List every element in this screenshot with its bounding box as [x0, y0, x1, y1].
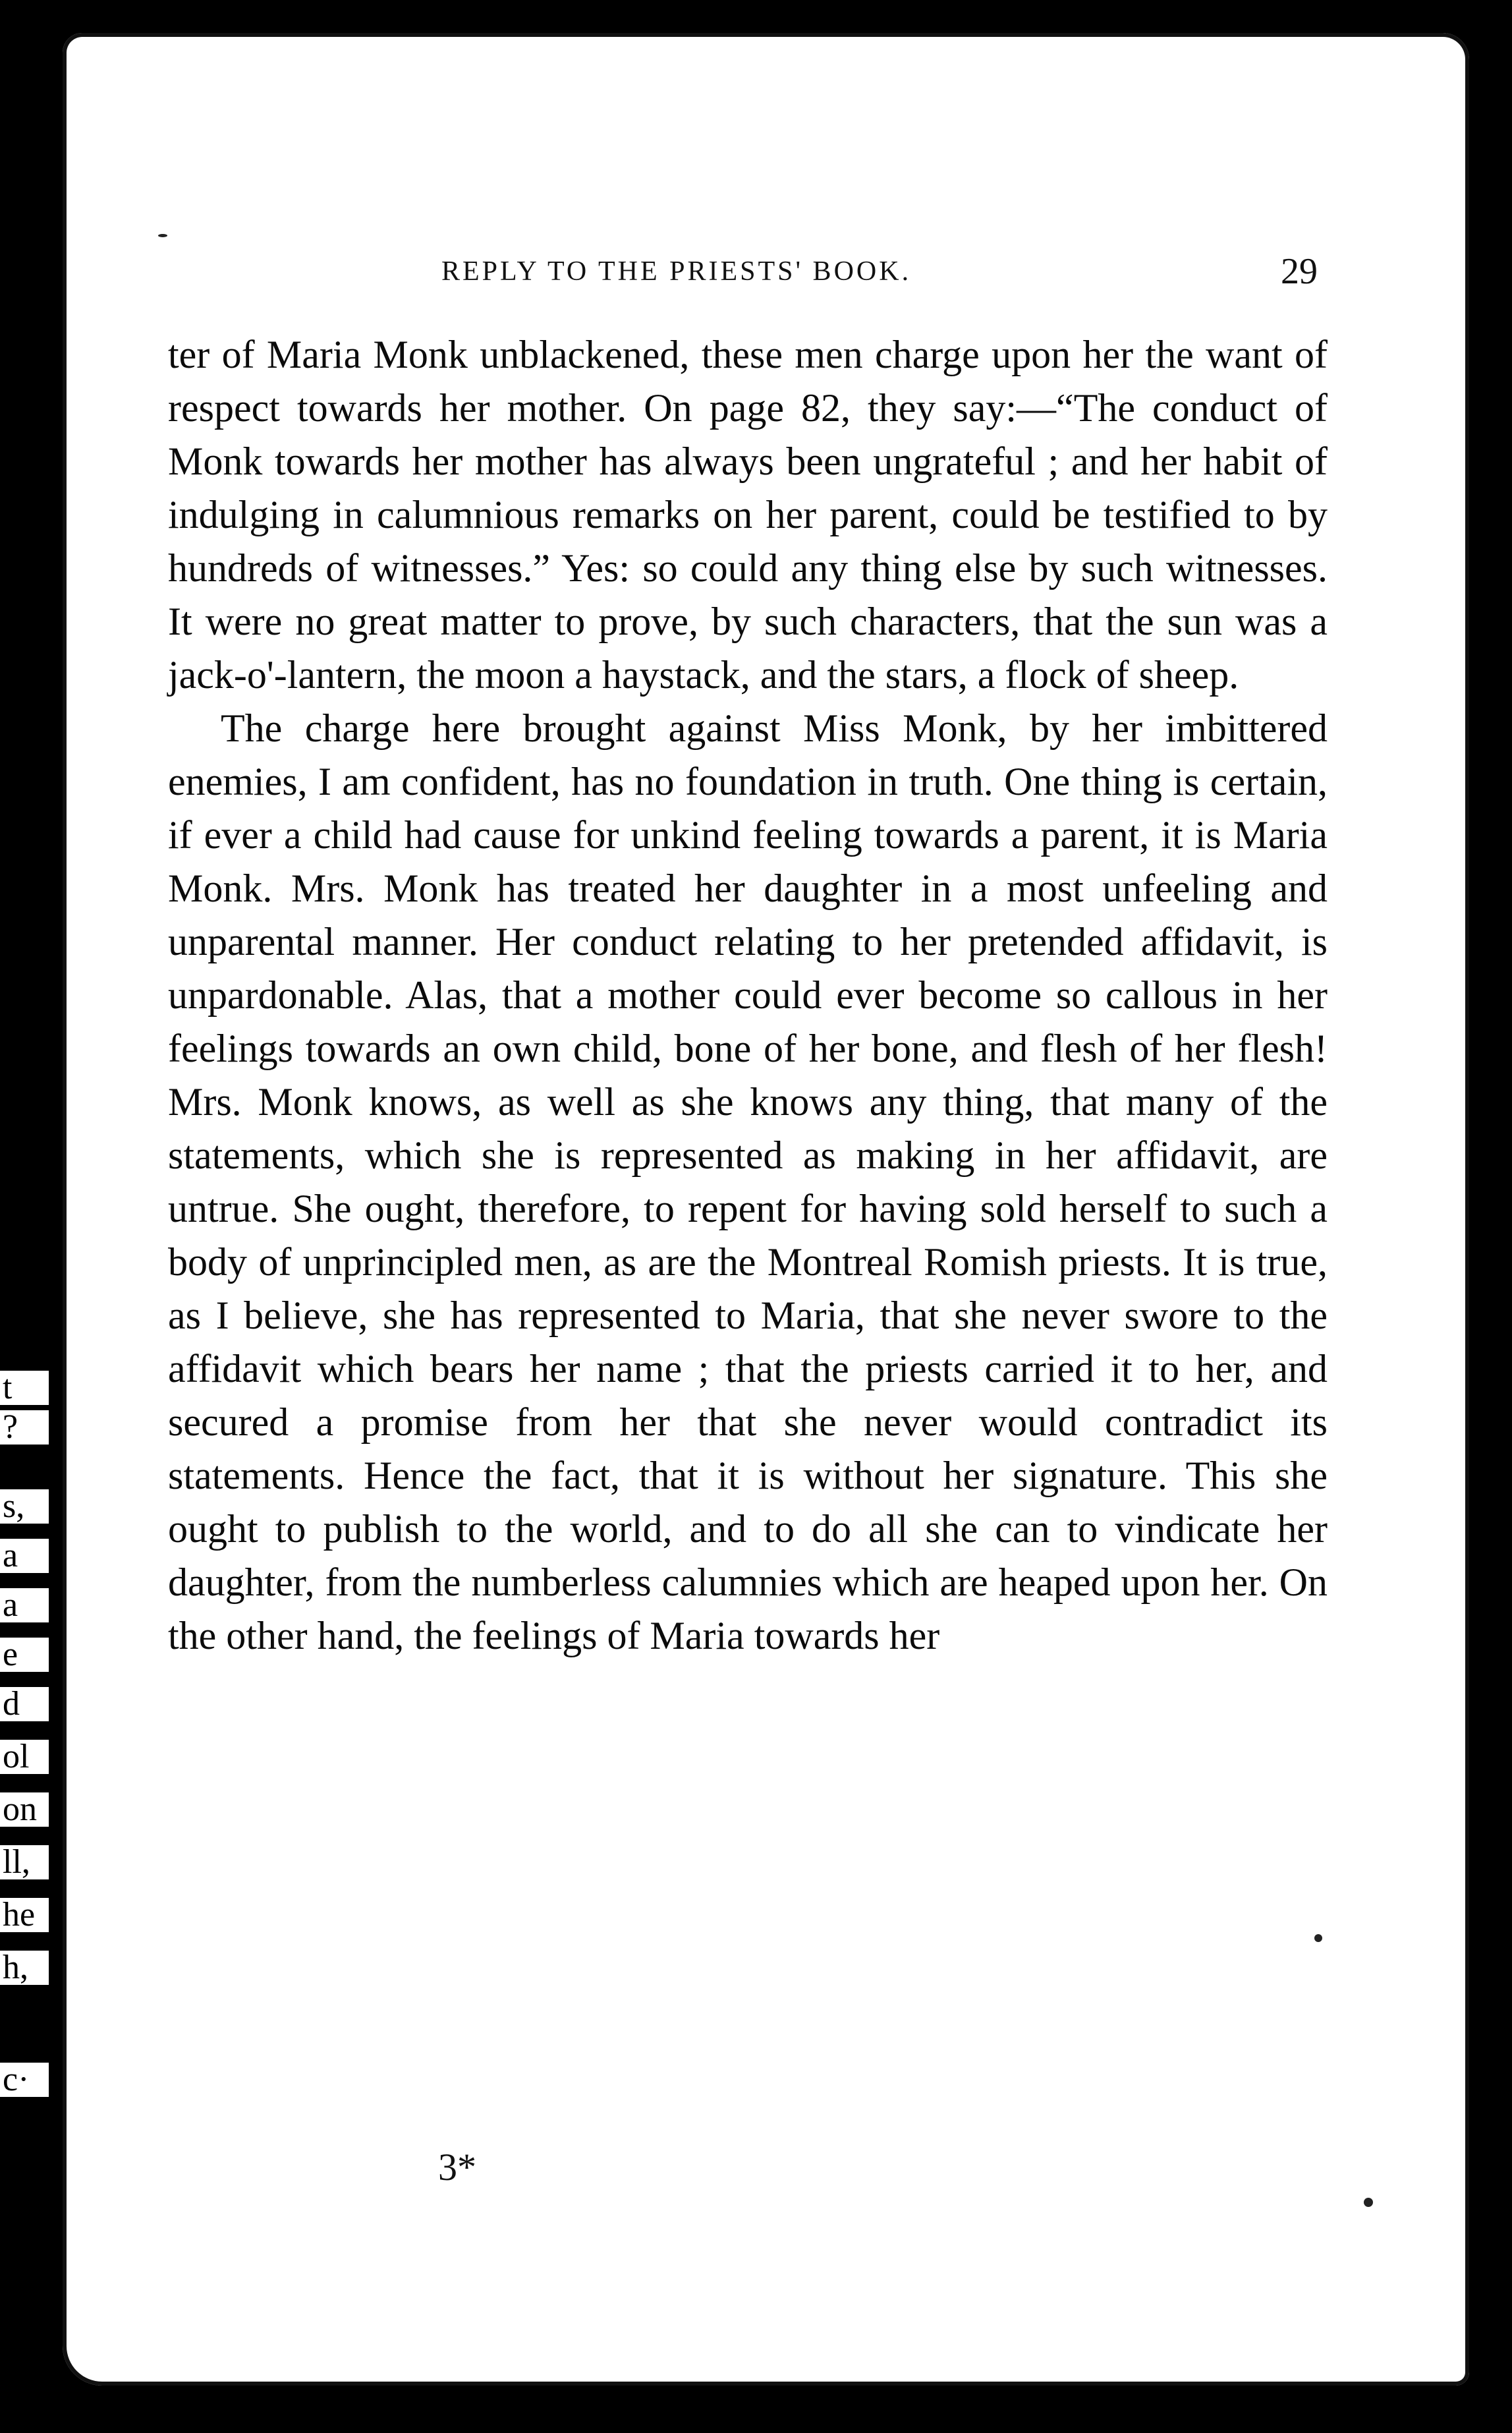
- scan-speck: [1364, 2198, 1373, 2207]
- margin-fragment: ol: [0, 1740, 49, 1774]
- margin-fragment: a: [0, 1588, 49, 1622]
- paragraph: ter of Maria Monk unblackened, these men charge upon her the want of respect towards her mother. On page 82, they say:—“The conduct of Monk towards her mother has always been ungrateful ; and her habit of indulging in calumnious remarks on her parent, could be testified to by hundreds of witnesses.” Yes: so could any thing else by such witnesses. It were no great matter to prove, by such characters, that the sun was a jack-o'-lantern, the moon a haystack, and the stars, a flock of sheep.: [168, 333, 1328, 697]
- margin-fragment: t: [0, 1371, 49, 1405]
- page-header: [441, 250, 1318, 297]
- page-number: 29: [1281, 251, 1318, 292]
- margin-fragment: c·: [0, 2063, 49, 2097]
- margin-fragment: a: [0, 1539, 49, 1573]
- margin-fragment: ll,: [0, 1845, 49, 1879]
- margin-fragment: e: [0, 1638, 49, 1672]
- page-body: [168, 328, 1328, 1663]
- signature-mark: 3*: [438, 2146, 476, 2189]
- scan-speck: [158, 234, 167, 237]
- paragraph: The charge here brought against Miss Monk, by her imbittered enemies, I am confident, has no foundation in truth. One thing is certain, if ever a child had cause for unkind feeling towards a parent, it is Maria Monk. Mrs. Monk has treated her daughter in a most unfeeling and unparental manner. Her conduct relating to her pretended affidavit, is unpardonable. Alas, that a mother could ever become so callous in her feelings towards an own child, bone of her bone, and flesh of her flesh! Mrs. Monk knows, as well as she knows any thing, that many of the statements, which she is represented as making in her affidavit, are untrue. She ought, therefore, to repent for having sold herself to such a body of unprincipled men, as are the Montreal Romish priests. It is true, as I believe, she has represented to Maria, that she never swore to the affidavit which bears her name ; that the priests carried it to her, and secured a promise from her that she never would contradict its statements. Hence the fact, that it is without her signature. This she ought to publish to the world, and to do all she can to vindicate her daughter, from the numberless calumnies which are heaped upon her. On the other hand, the feelings of Maria towards her: [168, 706, 1328, 1657]
- margin-fragment: d: [0, 1687, 49, 1721]
- scan-speck: [1314, 1934, 1322, 1942]
- running-head: REPLY TO THE PRIESTS' BOOK.: [441, 256, 912, 287]
- margin-fragment: ?: [0, 1410, 49, 1445]
- margin-fragment: on: [0, 1792, 49, 1827]
- margin-fragment: h,: [0, 1951, 49, 1985]
- margin-fragment: he: [0, 1898, 49, 1932]
- margin-fragment: s,: [0, 1489, 49, 1524]
